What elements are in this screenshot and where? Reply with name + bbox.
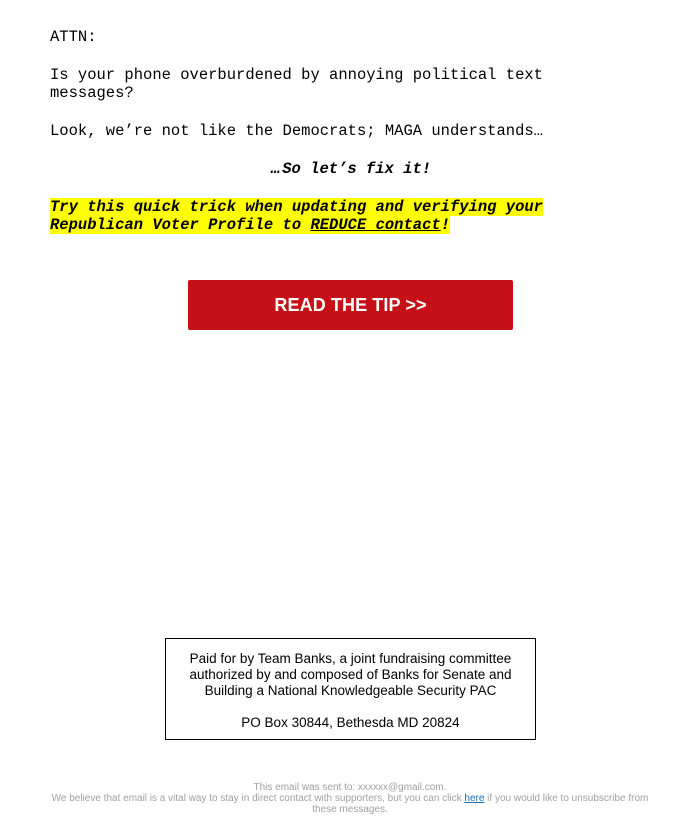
unsubscribe-here-link[interactable]: here xyxy=(464,793,485,804)
sent-to-line: This email was sent to: xxxxxx@gmail.com. xyxy=(253,782,447,793)
unsubscribe-text-end: if you would like to unsubscribe from these messages. xyxy=(312,793,649,815)
trick-text: Try this quick trick when updating and verifying your Republican Voter Profile to xyxy=(50,198,543,234)
reduce-contact-text: REDUCE contact xyxy=(310,216,441,234)
maga-paragraph: Look, we’re not like the Democrats; MAGA understands… xyxy=(50,122,543,140)
paid-for-disclaimer-box xyxy=(165,638,536,740)
fix-it-text: So let’s fix it! xyxy=(282,160,432,178)
ellipsis: … xyxy=(270,160,281,178)
unsubscribe-line xyxy=(40,793,660,815)
trick-paragraph xyxy=(50,198,570,234)
paid-for-text: Paid for by Team Banks, a joint fundraising committee authorized by and composed of Banks for Senate and Building a National Knowledgeable Security PAC xyxy=(189,651,512,698)
po-box-address: PO Box 30844, Bethesda MD 20824 xyxy=(241,715,460,730)
email-footer xyxy=(40,782,660,815)
question-paragraph: Is your phone overburdened by annoying political text messages? xyxy=(50,66,543,102)
read-the-tip-button[interactable]: READ THE TIP >> xyxy=(188,280,513,330)
unsubscribe-text: We believe that email is a vital way to stay in direct contact with supporters, but you can click xyxy=(51,793,465,804)
fix-it-line xyxy=(0,160,700,178)
attn-heading: ATTN: xyxy=(50,28,97,46)
highlighted-text xyxy=(50,198,543,234)
trick-exclamation: ! xyxy=(440,216,450,234)
